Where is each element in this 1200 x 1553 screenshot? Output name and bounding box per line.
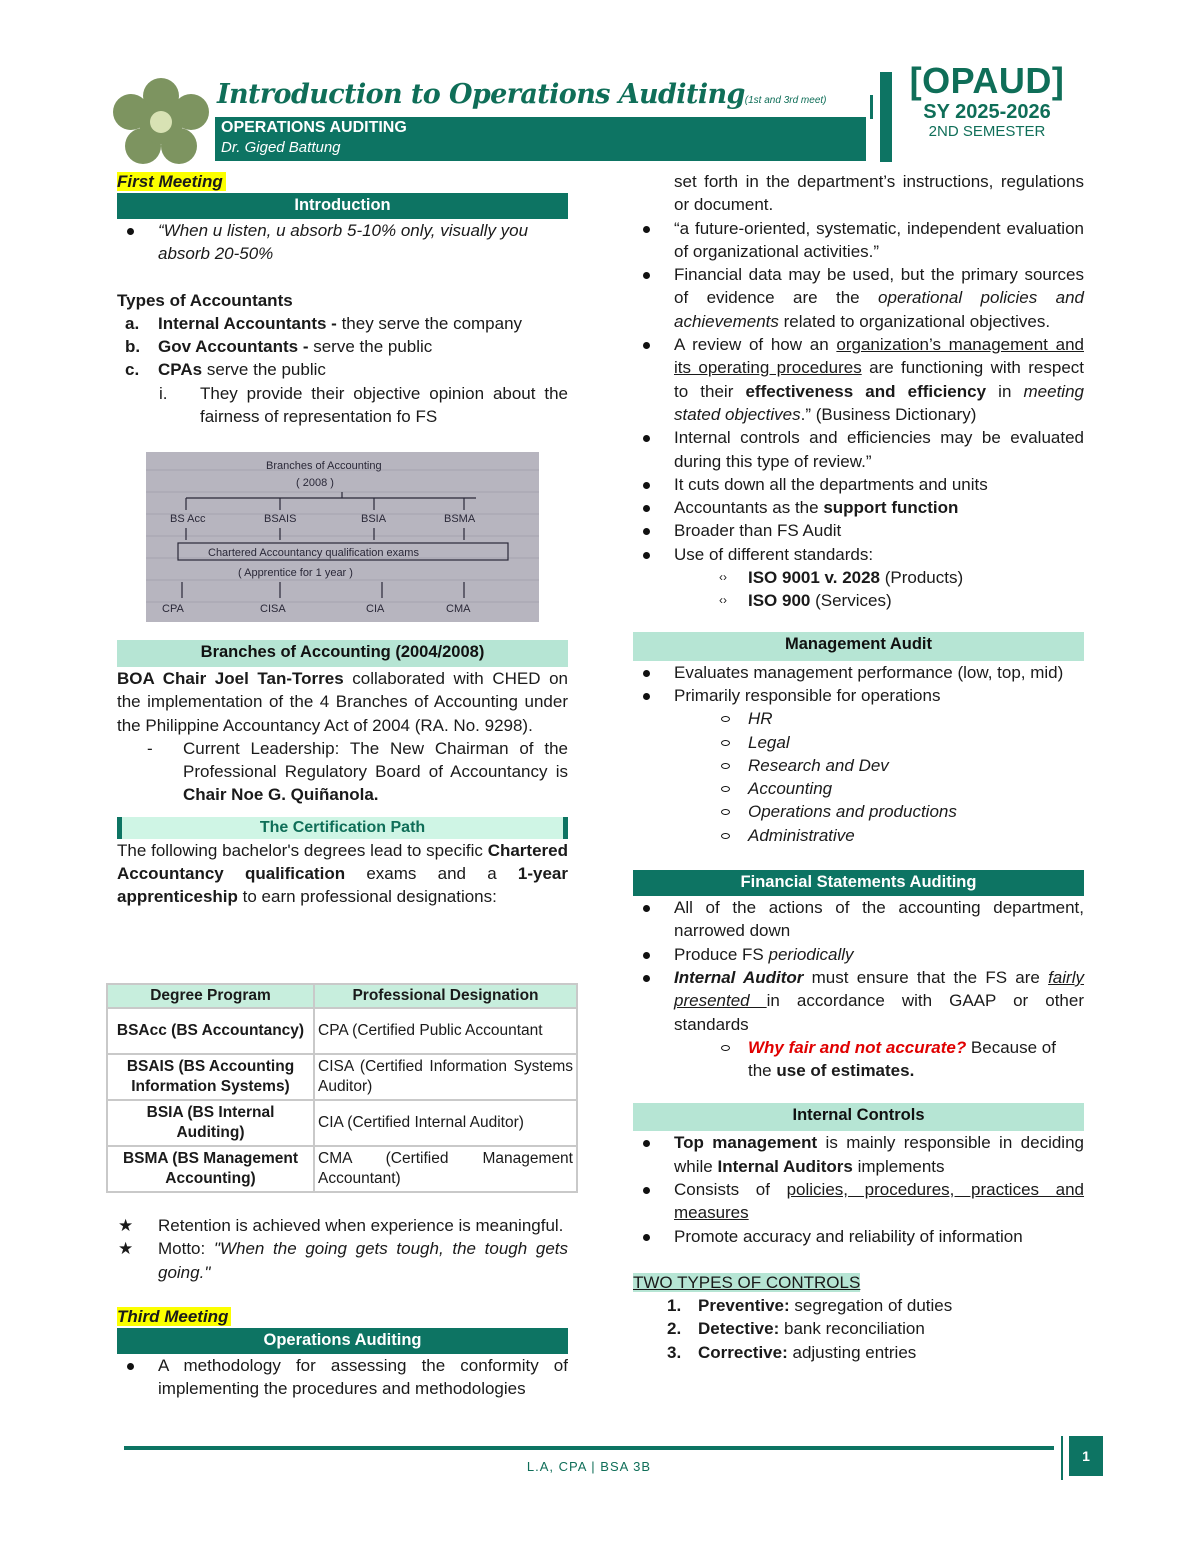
ops-item-departments: It cuts down all the departments and units <box>633 473 1084 496</box>
course-subtitle: OPERATIONS AUDITING <box>221 119 407 136</box>
footer-divider <box>1061 1436 1063 1480</box>
bullet-icon <box>643 505 650 512</box>
fs-auditing-header: Financial Statements Auditing <box>633 870 1084 896</box>
star-icon: ★ <box>118 1216 134 1235</box>
bullet-icon <box>127 1363 134 1370</box>
ops-item-continued: set forth in the department’s instructions, regulations or document. <box>674 172 1084 215</box>
header-banner <box>215 117 866 161</box>
bullet-icon <box>643 342 650 349</box>
photo-year: ( 2008 ) <box>296 477 334 489</box>
table-header-row <box>108 985 576 1007</box>
fs-sub-why-fair: Why fair and not accurate? Because of the use of estimates. <box>633 1036 1084 1083</box>
management-audit-header: Management Audit <box>633 632 1084 661</box>
photo-designation-2: CISA <box>260 603 286 615</box>
fs-item-periodically: Produce FS periodically <box>633 943 1084 966</box>
branches-photo <box>146 452 539 622</box>
internal-controls-header: Internal Controls <box>633 1103 1084 1131</box>
first-meeting-label: First Meeting <box>117 172 226 191</box>
control-corrective: 3. Corrective: adjusting entries <box>667 1342 917 1362</box>
ops-item-future: “a future-oriented, systematic, independent evaluation of organizational activities.” <box>633 217 1084 264</box>
control-preventive: 1. Preventive: segregation of duties <box>667 1296 953 1316</box>
control-detective: 2. Detective: bank reconciliation <box>667 1319 925 1339</box>
photo-designation-4: CMA <box>446 603 471 615</box>
table-row: BSMA (BS Management Accounting) CMA (Certified Management Accountant) <box>108 1147 576 1191</box>
table-header-designation: Professional Designation <box>315 985 576 1007</box>
left-column <box>117 170 568 428</box>
branches-diagram <box>146 452 539 622</box>
bullet-icon <box>643 482 650 489</box>
ring-bullet-icon <box>721 1045 730 1051</box>
retention-item: ★ Retention is achieved when experience is meaningful. <box>117 1214 568 1237</box>
bullet-icon <box>643 670 650 677</box>
footer-credit: L.A, CPA | BSA 3B <box>526 1459 652 1474</box>
photo-program-2: BSAIS <box>264 513 297 525</box>
mgmt-sub-legal: Legal <box>633 731 1084 754</box>
mgmt-sub-hr: HR <box>633 707 1084 730</box>
mgmt-item-operations: Primarily responsible for operations <box>633 684 1084 707</box>
certification-header: The Certification Path <box>117 817 568 839</box>
operations-auditing-header: Operations Auditing <box>117 1328 568 1354</box>
mgmt-item-evaluates: Evaluates management performance (low, top, mid) <box>633 661 1084 684</box>
bullet-icon <box>643 975 650 982</box>
type-cpa: c. CPAs serve the public <box>125 360 326 380</box>
header-divider-small <box>870 95 873 119</box>
mgmt-sub-accounting: Accounting <box>633 777 1084 800</box>
table-header-degree: Degree Program <box>108 985 313 1007</box>
bullet-icon <box>643 272 650 279</box>
document-title: Introduction to Operations Auditing(1st and 3rd meet) <box>217 79 827 110</box>
branches-header: Branches of Accounting (2004/2008) <box>117 640 568 667</box>
ops-item-internal-controls: Internal controls and efficiencies may be evaluated during this type of review.” <box>633 426 1084 473</box>
left-column-bottom <box>117 1214 568 1400</box>
ring-bullet-icon <box>721 786 730 792</box>
cpa-subitem: i. They provide their objective opinion about the fairness of representation fo FS <box>159 383 568 427</box>
title-note: (1st and 3rd meet) <box>744 95 827 106</box>
ring-bullet-icon <box>721 763 730 769</box>
bullet-icon <box>643 952 650 959</box>
photo-program-4: BSMA <box>444 513 476 525</box>
author-name: Dr. Giged Battung <box>221 139 341 156</box>
degree-table <box>106 983 578 1193</box>
ring-bullet-icon <box>721 740 730 746</box>
arrow-bullet-icon: ‹› <box>719 570 727 585</box>
table-row: BSAcc (BS Accountancy) CPA (Certified Public Accountant <box>108 1009 576 1053</box>
star-icon: ★ <box>118 1239 134 1259</box>
ops-item-methodology: A methodology for assessing the conformity of implementing the procedures and methodologies <box>117 1354 568 1401</box>
bullet-icon <box>643 1234 650 1241</box>
bullet-icon <box>127 228 134 235</box>
left-column-lower <box>117 640 568 909</box>
table-row: BSIA (BS Internal Auditing) CIA (Certified Internal Auditor) <box>108 1101 576 1145</box>
ops-item-support: Accountants as the support function <box>633 496 1084 519</box>
flower-logo-icon <box>113 78 209 164</box>
fs-item-internal-auditor: Internal Auditor must ensure that the FS are fairly presented in accordance with GAAP or other standards <box>633 966 1084 1036</box>
iso-9001-item: ‹› ISO 9001 v. 2028 (Products) <box>633 566 1084 589</box>
photo-program-1: BS Acc <box>170 513 206 525</box>
leadership-item: - Current Leadership: The New Chairman of the Professional Regulatory Board of Accountancy is Chair Noe G. Quiñanola. <box>147 738 568 805</box>
bullet-icon <box>643 226 650 233</box>
page-number: 1 <box>1069 1436 1103 1476</box>
types-title: Types of Accountants <box>117 290 293 310</box>
ring-bullet-icon <box>721 809 730 815</box>
two-types-title: TWO TYPES OF CONTROLS <box>633 1272 861 1292</box>
boa-paragraph: BOA Chair Joel Tan-Torres collaborated with CHED on the implementation of the 4 Branches of Accounting under the Philippine Accountancy Act of 2004 (RA. No. 9298). <box>117 669 569 735</box>
photo-designation-3: CIA <box>366 603 385 615</box>
intro-quote: “When u listen, u absorb 5-10% only, visually you absorb 20-50% <box>117 219 568 266</box>
ring-bullet-icon <box>721 716 730 722</box>
bullet-icon <box>643 528 650 535</box>
bullet-icon <box>643 1140 650 1147</box>
school-year: SY 2025-2026 <box>923 101 1051 123</box>
mgmt-sub-administrative: Administrative <box>633 824 1084 847</box>
iso-900-item: ‹› ISO 900 (Services) <box>633 589 1084 612</box>
mgmt-sub-operations: Operations and productions <box>633 800 1084 823</box>
bullet-icon <box>643 1187 650 1194</box>
arrow-bullet-icon: ‹› <box>719 593 727 608</box>
ops-item-review: A review of how an organization’s management and its operating procedures are functioning with respect to their effectiveness and efficiency in meeting stated objectives.” (Business Dictionary) <box>633 333 1084 426</box>
bullet-icon <box>643 435 650 442</box>
mgmt-sub-research: Research and Dev <box>633 754 1084 777</box>
photo-program-3: BSIA <box>361 513 387 525</box>
motto-item: ★ Motto: "When the going gets tough, the tough gets going." <box>118 1239 569 1282</box>
bullet-icon <box>643 693 650 700</box>
course-code: [OPAUD] <box>909 60 1065 101</box>
fs-item-actions: All of the actions of the accounting department, narrowed down <box>633 896 1084 943</box>
ic-item-top-management: Top management is mainly responsible in deciding while Internal Auditors implements <box>633 1131 1084 1178</box>
type-gov: b. Gov Accountants - serve the public <box>125 337 433 357</box>
ring-bullet-icon <box>721 833 730 839</box>
ops-item-broader: Broader than FS Audit <box>633 519 1084 542</box>
photo-apprentice: ( Apprentice for 1 year ) <box>238 567 353 579</box>
ops-item-standards: Use of different standards: <box>633 543 1084 566</box>
photo-exam: Chartered Accountancy qualification exams <box>208 547 419 559</box>
semester: 2ND SEMESTER <box>928 123 1046 140</box>
photo-heading: Branches of Accounting <box>266 460 382 472</box>
table-row: BSAIS (BS Accounting Information Systems) CISA (Certified Information Systems Auditor) <box>108 1055 576 1099</box>
header-divider <box>880 72 892 162</box>
bullet-icon <box>643 905 650 912</box>
ops-item-financial: Financial data may be used, but the primary sources of evidence are the operational policies and achievements related to organizational objectives. <box>633 263 1084 333</box>
photo-designation-1: CPA <box>162 603 184 615</box>
introduction-header: Introduction <box>117 193 568 219</box>
type-internal: a. Internal Accountants - they serve the company <box>125 313 523 333</box>
right-column <box>633 170 1084 1364</box>
bullet-icon <box>643 552 650 559</box>
certification-paragraph: The following bachelor's degrees lead to specific Chartered Accountancy qualification exams and a 1-year apprenticeship to earn professional designations: <box>117 840 568 907</box>
third-meeting-label: Third Meeting <box>117 1307 231 1326</box>
ic-item-consists: Consists of policies, procedures, practices and measures <box>633 1178 1084 1225</box>
footer-line <box>124 1446 1054 1450</box>
ic-item-promote: Promote accuracy and reliability of information <box>633 1225 1084 1248</box>
